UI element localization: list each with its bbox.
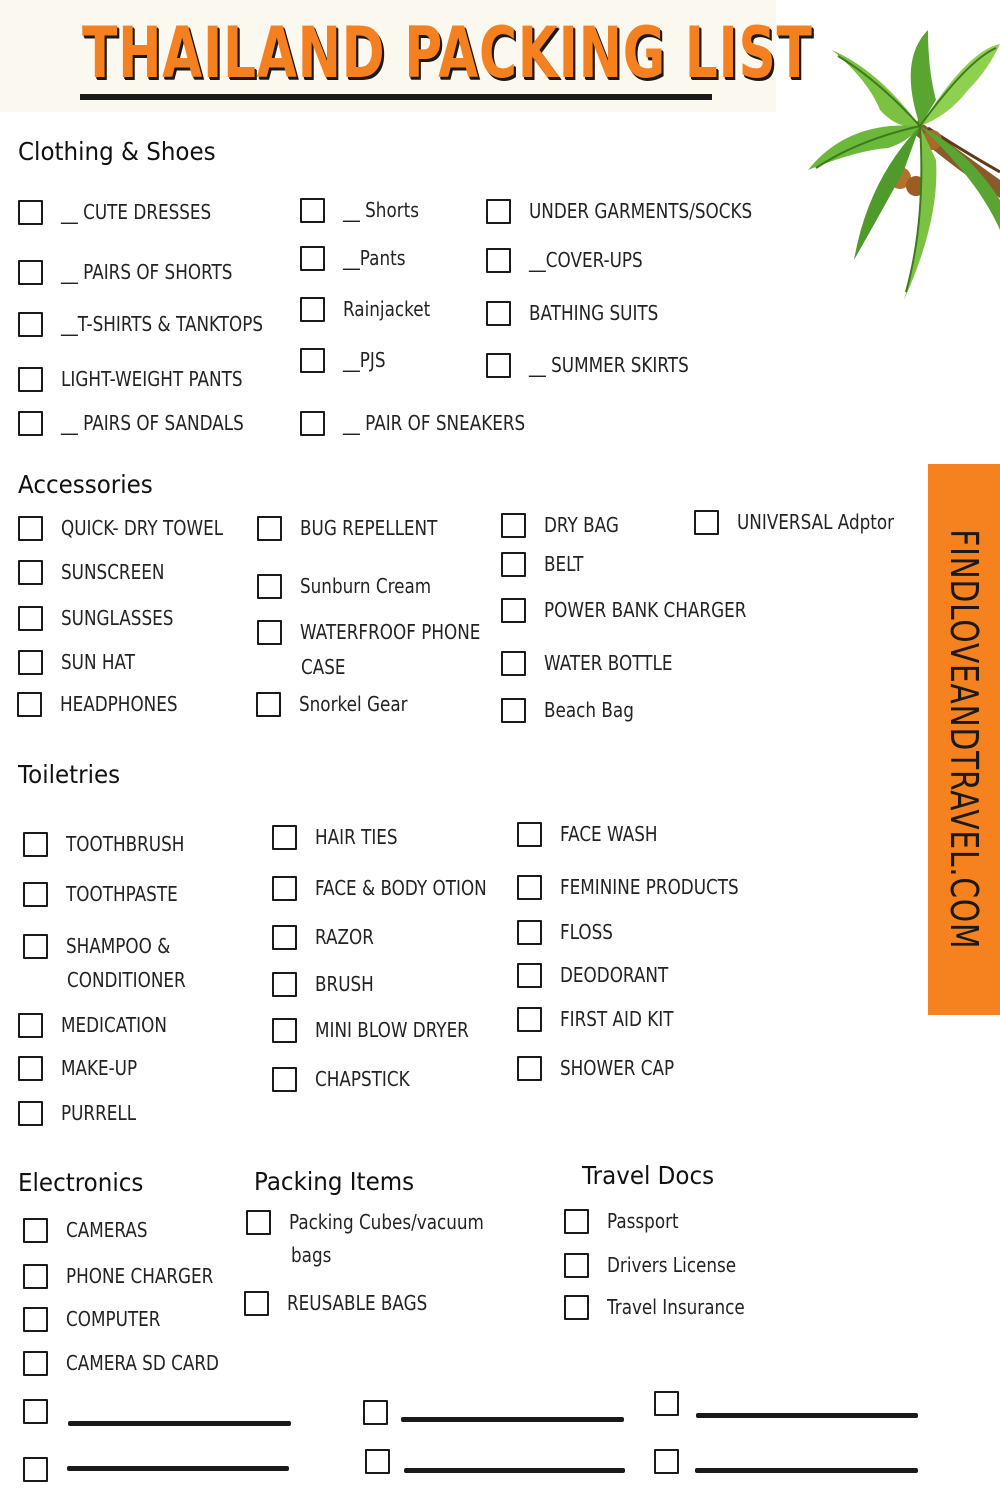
checkbox-icon[interactable] [272,1018,297,1043]
checkbox-icon[interactable] [23,1264,48,1289]
checkbox-icon[interactable] [18,1101,43,1126]
checklist-item[interactable]: MEDICATION [18,1010,187,1040]
checkbox-icon[interactable] [272,825,297,850]
section-travel-docs: Travel Docs [582,1161,715,1190]
checkbox-icon[interactable] [486,248,511,273]
checkbox-icon[interactable] [23,1307,48,1332]
checklist-item[interactable]: __ Shorts [300,195,433,225]
checklist-item[interactable]: SHOWER CAP [517,1053,696,1083]
checklist-item[interactable]: WATER BOTTLE [501,648,697,678]
checklist-item[interactable]: DRY BAG [501,510,633,540]
section-packing-items: Packing Items [254,1167,415,1196]
checkbox-icon[interactable] [18,560,43,585]
checklist-item[interactable]: BUG REPELLENT [257,513,464,543]
checklist-item[interactable]: __Pants [300,243,417,273]
item-label-continued: CASE [301,655,346,679]
checklist-item[interactable]: FACE & BODY OTION [272,873,519,903]
checklist-item[interactable]: FACE WASH [517,819,676,849]
checklist-item[interactable]: CAMERA SD CARD [23,1348,248,1378]
checkbox-icon[interactable] [300,246,325,271]
blank-item[interactable] [23,1454,48,1484]
section-clothing-shoes: Clothing & Shoes [18,137,216,166]
page-title: THAILAND PACKING LIST [82,12,813,94]
checkbox-icon[interactable] [18,200,43,225]
checkbox-icon[interactable] [272,972,297,997]
checklist-item[interactable]: SUNGLASSES [18,603,195,633]
checkbox-icon[interactable] [564,1295,589,1320]
checkbox-icon[interactable] [300,198,325,223]
checklist-item[interactable]: FIRST AID KIT [517,1004,695,1034]
section-electronics: Electronics [18,1168,144,1197]
checkbox-icon[interactable] [23,1399,48,1424]
blank-item[interactable] [654,1388,679,1418]
checklist-item[interactable]: QUICK- DRY TOWEL [18,513,254,543]
checklist-item[interactable]: TOOTHPASTE [23,879,199,909]
checkbox-icon[interactable] [23,1218,48,1243]
checkbox-icon[interactable] [300,297,325,322]
section-toiletries: Toiletries [18,760,121,789]
write-in-line[interactable] [696,1413,918,1418]
checkbox-icon[interactable] [654,1391,679,1416]
palm-tree-icon [808,30,1000,305]
blank-item[interactable] [654,1446,679,1476]
checkbox-icon[interactable] [23,832,48,857]
checklist-item[interactable]: COMPUTER [23,1304,178,1334]
checkbox-icon[interactable] [363,1400,388,1425]
checkbox-icon[interactable] [501,651,526,676]
checkbox-icon[interactable] [18,516,43,541]
checklist-item[interactable]: MINI BLOW DRYER [272,1015,498,1045]
checklist-item[interactable]: __ CUTE DRESSES [18,197,240,227]
checklist-item[interactable]: __PJS [300,345,394,375]
checkbox-icon[interactable] [272,876,297,901]
checkbox-icon[interactable] [300,348,325,373]
checklist-item[interactable]: PHONE CHARGER [23,1261,241,1291]
checklist-item[interactable]: Sunburn Cream [257,571,456,601]
checklist-item[interactable]: BRUSH [272,969,385,999]
checklist-item[interactable]: LIGHT-WEIGHT PANTS [18,364,277,394]
checkbox-icon[interactable] [256,692,281,717]
checklist-item[interactable]: HAIR TIES [272,822,413,852]
checkbox-icon[interactable] [23,1351,48,1376]
checklist-item[interactable]: RAZOR [272,922,385,952]
checkbox-icon[interactable] [272,1067,297,1092]
item-label-continued: CONDITIONER [67,968,186,992]
checklist-item[interactable]: __T-SHIRTS & TANKTOPS [18,309,301,339]
checkbox-icon[interactable] [501,698,526,723]
checklist-item[interactable]: FLOSS [517,917,623,947]
checkbox-icon[interactable] [246,1210,271,1235]
checklist-item[interactable]: SUNSCREEN [18,557,184,587]
checklist-item[interactable]: REUSABLE BAGS [244,1288,454,1318]
checklist-item[interactable]: DEODORANT [517,960,689,990]
checkbox-icon[interactable] [257,516,282,541]
checkbox-icon[interactable] [365,1449,390,1474]
write-in-line[interactable] [67,1466,289,1471]
checklist-item[interactable]: Drivers License [564,1250,761,1280]
checklist-item[interactable]: Packing Cubes/vacuum [246,1207,521,1237]
checkbox-icon[interactable] [517,822,542,847]
checklist-item[interactable]: WATERFROOF PHONE [257,617,515,647]
website-banner [928,464,1000,1015]
checkbox-icon[interactable] [517,1007,542,1032]
checkbox-icon[interactable] [501,552,526,577]
checkbox-icon[interactable] [654,1449,679,1474]
checkbox-icon[interactable] [23,934,48,959]
checklist-item[interactable]: __COVER-UPS [486,245,664,275]
checkbox-icon[interactable] [564,1209,589,1234]
checkbox-icon[interactable] [18,367,43,392]
checkbox-icon[interactable] [517,963,542,988]
checklist-item[interactable]: BATHING SUITS [486,298,683,328]
website-url: FINDLOVEANDTRAVEL.COM [942,529,986,950]
title-underline [80,94,712,100]
section-accessories: Accessories [18,470,153,499]
checklist-item[interactable]: SUN HAT [18,647,149,677]
checklist-item[interactable]: Passport [564,1206,692,1236]
checkbox-icon[interactable] [486,199,511,224]
checklist-item[interactable]: PURRELL [18,1098,150,1128]
checkbox-icon[interactable] [486,301,511,326]
checklist-item[interactable]: Travel Insurance [564,1292,771,1322]
checkbox-icon[interactable] [23,1457,48,1482]
checkbox-icon[interactable] [517,920,542,945]
checkbox-icon[interactable] [18,606,43,631]
checkbox-icon[interactable] [517,875,542,900]
checkbox-icon[interactable] [18,312,43,337]
item-label-continued: bags [291,1243,332,1267]
checkbox-icon[interactable] [18,1056,43,1081]
checklist-item[interactable]: MAKE-UP [18,1053,152,1083]
checkbox-icon[interactable] [694,510,719,535]
write-in-line[interactable] [695,1468,918,1473]
checklist-item[interactable]: CHAPSTICK [272,1064,428,1094]
write-in-line[interactable] [404,1468,625,1473]
checkbox-icon[interactable] [517,1056,542,1081]
checklist-item[interactable]: HEADPHONES [17,689,200,719]
checkbox-icon[interactable] [257,620,282,645]
checkbox-icon[interactable] [272,925,297,950]
checklist-item[interactable]: Beach Bag [501,695,651,725]
checklist-item[interactable]: TOOTHBRUSH [23,829,207,859]
checkbox-icon[interactable] [300,411,325,436]
checklist-item[interactable]: BELT [501,549,591,579]
blank-item[interactable] [23,1396,48,1426]
checkbox-icon[interactable] [257,574,282,599]
checkbox-icon[interactable] [18,650,43,675]
checkbox-icon[interactable] [244,1291,269,1316]
checkbox-icon[interactable] [18,1013,43,1038]
checkbox-icon[interactable] [18,411,43,436]
checklist-item[interactable]: UNIVERSAL Adptor [694,507,924,537]
blank-item[interactable] [363,1397,388,1427]
checkbox-icon[interactable] [501,513,526,538]
checklist-item[interactable]: POWER BANK CHARGER [501,595,785,625]
write-in-line[interactable] [68,1421,291,1426]
checkbox-icon[interactable] [501,598,526,623]
checklist-item[interactable]: __ PAIRS OF SHORTS [18,257,265,287]
checklist-item[interactable]: Snorkel Gear [256,689,428,719]
checkbox-icon[interactable] [564,1253,589,1278]
checklist-item[interactable]: CAMERAS [23,1215,163,1245]
checkbox-icon[interactable] [23,882,48,907]
write-in-line[interactable] [401,1417,624,1422]
checklist-item[interactable]: __ PAIR OF SNEAKERS [300,408,560,438]
checklist-item[interactable]: SHAMPOO & [23,931,190,961]
checklist-item[interactable]: FEMININE PRODUCTS [517,872,773,902]
blank-item[interactable] [365,1446,390,1476]
checklist-item[interactable]: UNDER GARMENTS/SOCKS [486,196,795,226]
checklist-item[interactable]: __ SUMMER SKIRTS [486,350,719,380]
checkbox-icon[interactable] [18,260,43,285]
checklist-item[interactable]: Rainjacket [300,294,447,324]
checklist-item[interactable]: __ PAIRS OF SANDALS [18,408,279,438]
checkbox-icon[interactable] [17,692,42,717]
checkbox-icon[interactable] [486,353,511,378]
